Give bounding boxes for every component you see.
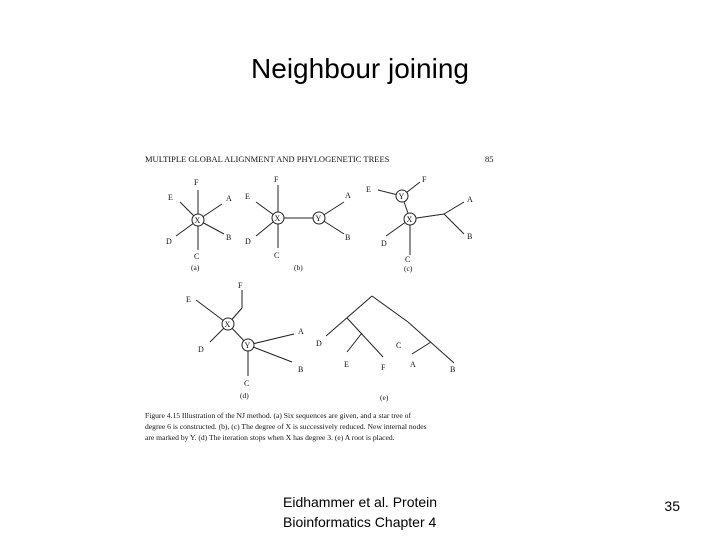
slide-title: Neighbour joining — [251, 53, 469, 84]
leaf-b: B — [226, 233, 232, 242]
label-y: Y — [398, 192, 405, 201]
leaf-c: C — [405, 255, 411, 264]
panel-e-rooted-tree — [316, 296, 455, 402]
label-y: Y — [244, 341, 251, 350]
leaf-d: D — [245, 237, 251, 246]
panel-label-d: (d) — [240, 391, 249, 400]
leaf-e: E — [344, 360, 349, 369]
leaf-b: B — [345, 233, 351, 242]
label-x: X — [194, 216, 201, 225]
panel-d-tree — [186, 281, 304, 400]
leaf-f: F — [422, 175, 427, 184]
leaf-f: F — [381, 363, 386, 372]
panel-label-b: (b) — [294, 263, 303, 272]
leaf-e: E — [366, 185, 371, 194]
label-x: X — [274, 214, 281, 223]
figure-caption-line2: degree 6 is constructed. (b), (c) The degree of X is successively reduced. New internal nodes — [145, 422, 427, 431]
leaf-a: A — [467, 195, 473, 204]
leaf-a: A — [345, 191, 351, 200]
leaf-a: A — [298, 327, 304, 336]
panel-label-a: (a) — [191, 263, 200, 272]
leaf-d: D — [316, 339, 322, 348]
leaf-f: F — [238, 281, 243, 290]
leaf-e: E — [245, 192, 250, 201]
label-y: Y — [315, 214, 322, 223]
page-number: 35 — [664, 498, 680, 514]
footer-line-2: Bioinformatics Chapter 4 — [283, 514, 437, 530]
leaf-e: E — [186, 295, 191, 304]
leaf-a: A — [410, 360, 416, 369]
leaf-b: B — [298, 365, 304, 374]
leaf-d: D — [166, 237, 172, 246]
slide-footer — [283, 492, 483, 532]
label-x: X — [406, 215, 413, 224]
panel-b-tree — [245, 175, 351, 272]
panel-c-tree — [366, 175, 473, 273]
leaf-b: B — [467, 232, 473, 241]
leaf-f: F — [274, 175, 279, 184]
leaf-d: D — [198, 345, 204, 354]
figure-caption-line3: are marked by Y. (d) The iteration stops when X has degree 3. (e) A root is placed. — [145, 433, 395, 442]
figure-header: MULTIPLE GLOBAL ALIGNMENT AND PHYLOGENETIC TREES — [145, 154, 390, 164]
leaf-c: C — [194, 252, 200, 261]
leaf-c: C — [396, 341, 402, 350]
figure-header-page: 85 — [485, 154, 494, 164]
leaf-f: F — [194, 178, 199, 187]
leaf-a: A — [226, 194, 232, 203]
leaf-c: C — [244, 379, 250, 388]
figure-caption-line1: Figure 4.15 Illustration of the NJ method. (a) Six sequences are given, and a star tree of — [145, 411, 411, 420]
leaf-d: D — [381, 239, 387, 248]
leaf-e: E — [168, 193, 173, 202]
leaf-b: B — [450, 365, 456, 374]
footer-line-1: Eidhammer et al. Protein — [283, 494, 438, 510]
panel-label-c: (c) — [404, 264, 413, 273]
panel-a-star-tree — [166, 178, 232, 272]
label-x: X — [224, 320, 231, 329]
panel-label-e: (e) — [380, 393, 389, 402]
leaf-c: C — [274, 251, 280, 260]
